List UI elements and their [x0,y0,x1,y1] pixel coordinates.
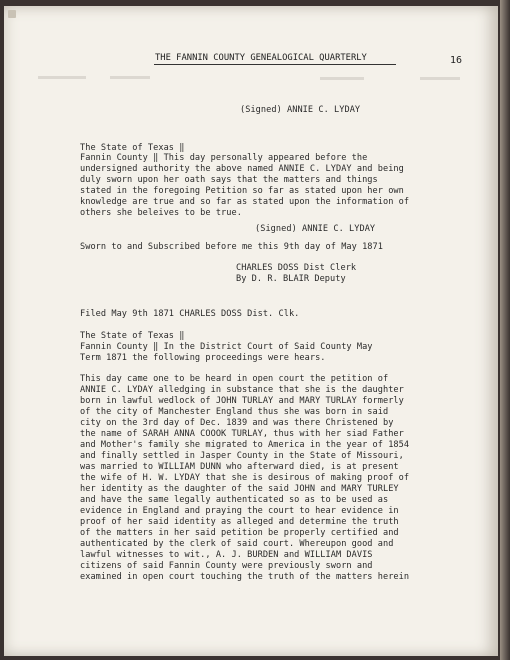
body-line: born in lawful wedlock of JOHN TURLAY and MARY TURLAY formerly [80,396,404,406]
venue-state: The State of Texas ‖ [80,331,185,341]
body-line: Term 1871 the following proceedings were hears. [80,353,326,363]
body-line: examined in open court touching the truth of the matters herein [80,572,410,582]
body-line: city on the 3rd day of Dec. 1839 and was there Christened by [80,418,394,428]
page-edge-shadow [500,0,510,660]
body-line: undersigned authority the above named ANNIE C. LYDAY and being [80,164,404,174]
body-line: of the city of Manchester England thus she was born in said [80,407,389,417]
body-line: and finally settled in Jasper County in the State of Missouri, [80,451,404,461]
body-line: duly sworn upon her oath says that the matters and things [80,175,378,185]
deputy-name: By D. R. BLAIR Deputy [236,274,346,284]
body-line: Fannin County ‖ This day personally appeared before the [80,153,368,163]
body-line: stated in the foregoing Petition so far as stated upon her own [80,186,404,196]
body-line: citizens of said Fannin County were previously sworn and [80,561,373,571]
body-line: authenticated by the clerk of said court. Whereupon good and [80,539,394,549]
running-header: THE FANNIN COUNTY GENEALOGICAL QUARTERLY [155,53,367,63]
body-line: This day came one to be heard in open court the petition of [80,374,389,384]
bleed-through-mark [420,77,460,80]
body-line: knowledge are true and so far as stated upon the information of [80,197,410,207]
body-line: the wife of H. W. LYDAY that she is desirous of making proof of [80,473,410,483]
clerk-name: CHARLES DOSS Dist Clerk [236,263,357,273]
body-line: of the matters in her said petition be properly certified and [80,528,399,538]
body-line: proof of her said identity as alleged and determine the truth [80,517,399,527]
header-underline [154,64,396,65]
corner-mark [8,10,16,18]
bleed-through-mark [110,76,150,79]
signature-line: (Signed) ANNIE C. LYDAY [240,105,361,115]
body-line: Fannin County ‖ In the District Court of Said County May [80,342,373,352]
venue-state: The State of Texas ‖ [80,143,185,153]
signature-line: (Signed) ANNIE C. LYDAY [255,224,376,234]
page-number: 16 [450,55,463,66]
body-line: and have the same legally authenticated so as to be used as [80,495,389,505]
body-line: and Mother's family she migrated to America in the year of 1854 [80,440,410,450]
body-line: lawful witnesses to wit., A. J. BURDEN and WILLIAM DAVIS [80,550,373,560]
bleed-through-mark [38,76,86,79]
filed-line: Filed May 9th 1871 CHARLES DOSS Dist. Clk. [80,309,300,319]
body-line: ANNIE C. LYDAY alledging in substance that she is the daughter [80,385,404,395]
bleed-through-mark [320,77,364,80]
body-line: her identity as the daughter of the said JOHN and MARY TURLEY [80,484,399,494]
jurat-line: Sworn to and Subscribed before me this 9th day of May 1871 [80,242,383,252]
body-line: evidence in England and praying the court to hear evidence in [80,506,399,516]
body-line: was married to WILLIAM DUNN who afterward died, is at present [80,462,399,472]
body-line: others she beleives to be true. [80,208,242,218]
body-line: the name of SARAH ANNA COOOK TURLAY, thus with her siad Father [80,429,404,439]
